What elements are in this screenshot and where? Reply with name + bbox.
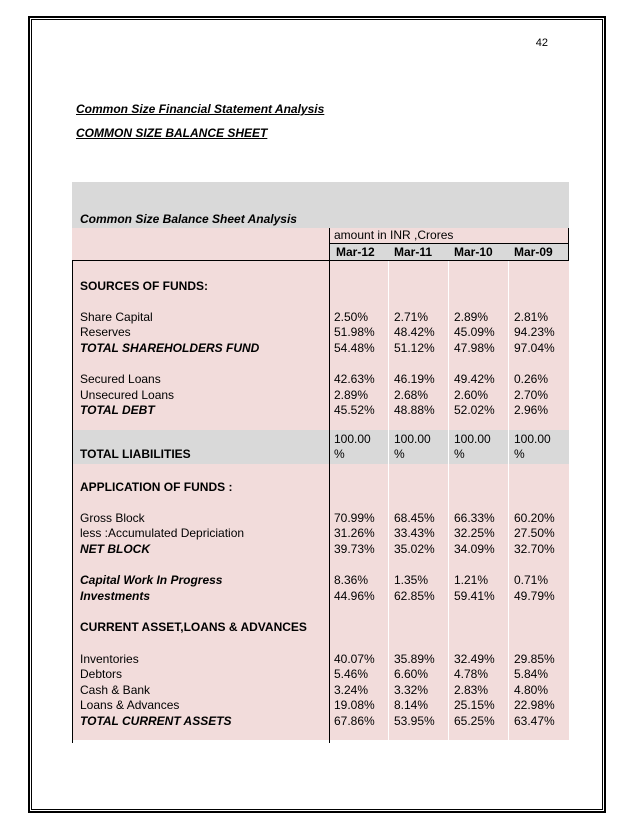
table-cell: 47.98% (454, 341, 495, 355)
gridline (388, 261, 389, 741)
table-cell: 49.42% (454, 372, 495, 386)
header-rule (330, 243, 569, 244)
row-label: NET BLOCK (80, 542, 150, 556)
row-label: TOTAL SHAREHOLDERS FUND (80, 341, 260, 355)
table-cell: 62.85% (394, 589, 435, 603)
gridline (448, 261, 449, 741)
table-cell: 46.19% (394, 372, 435, 386)
table-cell: 2.81% (514, 310, 549, 324)
row-label: Share Capital (80, 310, 153, 324)
row-label: Loans & Advances (80, 698, 180, 712)
table-cell: 52.02% (454, 403, 495, 417)
table-cell: 39.73% (334, 542, 375, 556)
table-cell: 32.25% (454, 526, 495, 540)
row-label: Inventories (80, 652, 139, 666)
table-cell: 66.33% (454, 511, 495, 525)
balance-sheet-title: COMMON SIZE BALANCE SHEET (76, 126, 268, 140)
table-cell: 65.25% (454, 714, 495, 728)
table-cell: 2.68% (394, 388, 429, 402)
table-cell: 8.36% (334, 573, 369, 587)
row-label: Investments (80, 589, 151, 603)
table-cell: 8.14% (394, 698, 429, 712)
table-cell: 19.08% (334, 698, 375, 712)
table-cell: 51.12% (394, 341, 435, 355)
section-header-sources: SOURCES OF FUNDS: (80, 279, 209, 293)
table-cell: 4.80% (514, 683, 549, 697)
table-cell: 53.95% (394, 714, 435, 728)
table-cell: 0.26% (514, 372, 549, 386)
pink-block (72, 228, 329, 261)
analysis-title: Common Size Financial Statement Analysis (76, 102, 325, 116)
table-cell: 32.49% (454, 652, 495, 666)
table-cell: 27.50% (514, 526, 555, 540)
table-cell: % (334, 447, 345, 461)
table-cell: 60.20% (514, 511, 555, 525)
table-cell: 68.45% (394, 511, 435, 525)
table-cell: 5.84% (514, 667, 549, 681)
table-cell: 2.71% (394, 310, 429, 324)
table-cell: 2.96% (514, 403, 549, 417)
middle-rule (329, 228, 330, 743)
table-cell: 35.89% (394, 652, 435, 666)
table-cell: 2.89% (334, 388, 369, 402)
unit-label: amount in INR ,Crores (334, 228, 454, 242)
table-cell: 70.99% (334, 511, 375, 525)
left-rule (72, 261, 73, 743)
table-cell: 3.24% (334, 683, 369, 697)
row-label: Gross Block (80, 511, 145, 525)
row-label: TOTAL DEBT (80, 403, 155, 417)
row-label: TOTAL CURRENT ASSETS (80, 714, 232, 728)
table-cell: 25.15% (454, 698, 495, 712)
column-header: Mar-11 (394, 245, 433, 259)
table-cell: 94.23% (514, 325, 555, 339)
table-cell: 45.09% (454, 325, 495, 339)
row-label: Unsecured Loans (80, 388, 175, 402)
table-cell: 54.48% (334, 341, 375, 355)
section-header-current-assets: CURRENT ASSET,LOANS & ADVANCES (80, 620, 307, 634)
table-cell: 2.60% (454, 388, 489, 402)
table-cell: 44.96% (334, 589, 375, 603)
row-label: Reserves (80, 325, 131, 339)
table-cell: 45.52% (334, 403, 375, 417)
column-header: Mar-09 (514, 245, 553, 259)
table-cell: 2.89% (454, 310, 489, 324)
section-header-application: APPLICATION OF FUNDS : (80, 480, 233, 494)
table-cell: 48.42% (394, 325, 435, 339)
table-cell: 31.26% (334, 526, 375, 540)
table-cell: 3.32% (394, 683, 429, 697)
table-cell: 100.00 (454, 432, 491, 446)
row-label: Debtors (80, 667, 123, 681)
table-cell: 4.78% (454, 667, 489, 681)
table-cell: 48.88% (394, 403, 435, 417)
table-cell: 6.60% (394, 667, 429, 681)
table-title-band (72, 182, 569, 228)
table-cell: 33.43% (394, 526, 435, 540)
table-cell: 49.79% (514, 589, 555, 603)
table-cell: 5.46% (334, 667, 369, 681)
page-number: 42 (535, 37, 548, 49)
table-cell: 22.98% (514, 698, 555, 712)
table-cell: 32.70% (514, 542, 555, 556)
table-cell: 40.07% (334, 652, 375, 666)
row-label: less :Accumulated Depriciation (80, 526, 245, 540)
table-cell: 2.70% (514, 388, 549, 402)
table-cell: % (394, 447, 405, 461)
table-cell: 2.50% (334, 310, 369, 324)
table-title: Common Size Balance Sheet Analysis (80, 212, 297, 226)
table-cell: 2.83% (454, 683, 489, 697)
table-cell: % (514, 447, 525, 461)
table-cell: 42.63% (334, 372, 375, 386)
table-cell: 35.02% (394, 542, 435, 556)
row-label: TOTAL LIABILITIES (80, 447, 191, 461)
table-cell: 1.21% (454, 573, 489, 587)
gridline (508, 261, 509, 741)
header-bottom-rule (72, 260, 569, 261)
table-cell: 29.85% (514, 652, 555, 666)
right-rule (568, 228, 569, 261)
row-label: Capital Work In Progress (80, 573, 223, 587)
table-cell: 97.04% (514, 341, 555, 355)
table-cell: 0.71% (514, 573, 549, 587)
row-label: Secured Loans (80, 372, 161, 386)
table-cell: 1.35% (394, 573, 429, 587)
table-cell: 100.00 (334, 432, 371, 446)
column-header: Mar-12 (336, 245, 375, 259)
table-cell: 34.09% (454, 542, 495, 556)
table-cell: 51.98% (334, 325, 375, 339)
table-cell: 63.47% (514, 714, 555, 728)
table-cell: 100.00 (394, 432, 431, 446)
table-cell: 59.41% (454, 589, 495, 603)
table-cell: 100.00 (514, 432, 551, 446)
table-cell: 67.86% (334, 714, 375, 728)
table-cell: % (454, 447, 465, 461)
column-header: Mar-10 (454, 245, 493, 259)
row-label: Cash & Bank (80, 683, 151, 697)
